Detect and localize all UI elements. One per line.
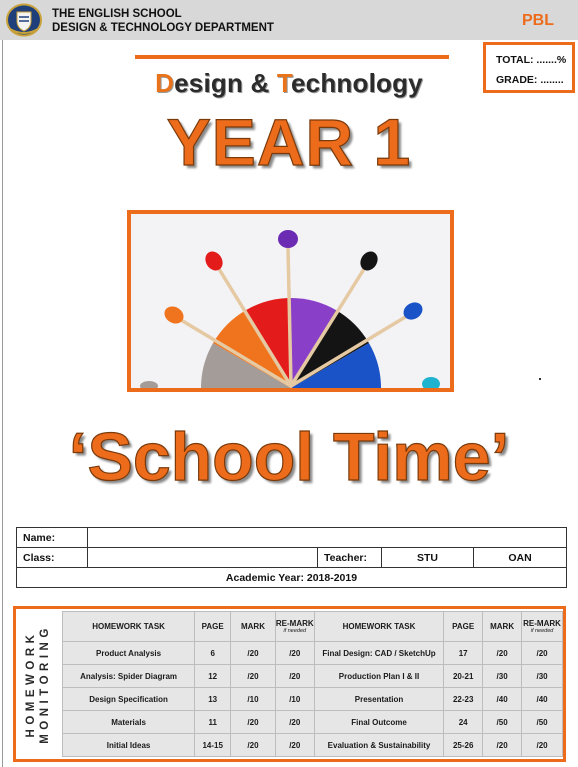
remark-cell: /20 <box>522 734 563 757</box>
page-cell: 24 <box>444 711 483 734</box>
remark-cell: /20 <box>522 642 563 665</box>
name-label: Name: <box>17 528 88 548</box>
subject-letter-t: T <box>276 68 292 98</box>
remark-label: RE-MARK <box>275 619 314 628</box>
school-line-1: THE ENGLISH SCHOOL <box>52 8 182 20</box>
title-rule <box>135 55 449 59</box>
table-row <box>63 642 563 665</box>
page-cell: 22-23 <box>444 688 483 711</box>
cover-photo <box>127 210 454 392</box>
teacher-option-1[interactable]: STU <box>382 548 474 568</box>
subject-part-1: esign & <box>174 68 277 98</box>
project-title: ‘School Time’ <box>68 419 510 495</box>
col-remark-1 <box>275 612 314 642</box>
subject-letter-d: D <box>155 68 175 98</box>
mark-cell: /20 <box>483 734 522 757</box>
mark-cell: /20 <box>483 642 522 665</box>
col-task-2: HOMEWORK TASK <box>314 612 443 642</box>
subject-part-2: echnology <box>291 68 423 98</box>
remark-cell: /20 <box>275 734 314 757</box>
page-cell: 14-15 <box>195 734 231 757</box>
page-cell: 25-26 <box>444 734 483 757</box>
page-cell: 17 <box>444 642 483 665</box>
homework-side-text <box>24 624 52 744</box>
task-cell: Evaluation & Sustainability <box>314 734 443 757</box>
col-page-2: PAGE <box>444 612 483 642</box>
mark-cell: /50 <box>483 711 522 734</box>
mark-cell: /20 <box>231 642 276 665</box>
task-cell: Final Design: CAD / SketchUp <box>314 642 443 665</box>
page-cell: 12 <box>195 665 231 688</box>
grade-field: GRADE: ........ <box>496 74 564 86</box>
task-cell: Materials <box>63 711 195 734</box>
school-line-2: DESIGN & TECHNOLOGY DEPARTMENT <box>52 22 274 34</box>
page-cell: 13 <box>195 688 231 711</box>
task-cell: Production Plan I & II <box>314 665 443 688</box>
remark-cell: /10 <box>275 688 314 711</box>
homework-panel <box>13 606 566 762</box>
mark-cell: /20 <box>231 711 276 734</box>
task-cell: Initial Ideas <box>63 734 195 757</box>
table-row <box>63 711 563 734</box>
table-row <box>63 665 563 688</box>
task-cell: Presentation <box>314 688 443 711</box>
mark-cell: /20 <box>231 665 276 688</box>
total-field: TOTAL: .......% <box>496 54 567 66</box>
table-row <box>63 734 563 757</box>
class-input[interactable] <box>88 548 318 568</box>
teacher-label: Teacher: <box>318 548 382 568</box>
page-cell: 20-21 <box>444 665 483 688</box>
remark-sub: if needed <box>283 628 307 634</box>
academic-year: Academic Year: 2018-2019 <box>17 568 567 588</box>
remark-cell: /20 <box>275 665 314 688</box>
stray-mark <box>539 378 541 380</box>
homework-side-label <box>16 609 60 759</box>
header-bar <box>0 0 578 40</box>
col-task-1: HOMEWORK TASK <box>63 612 195 642</box>
name-input[interactable] <box>88 528 567 548</box>
mark-cell: /20 <box>231 734 276 757</box>
homework-header-row <box>63 612 563 642</box>
table-row <box>63 688 563 711</box>
spoon-fan-illustration <box>131 214 450 388</box>
side-line-1: HOMEWORK <box>25 630 37 738</box>
year-title: YEAR 1 <box>166 105 412 179</box>
task-cell: Analysis: Spider Diagram <box>63 665 195 688</box>
task-cell: Product Analysis <box>63 642 195 665</box>
pbl-badge: PBL <box>522 12 554 29</box>
task-cell: Final Outcome <box>314 711 443 734</box>
school-name <box>52 7 274 35</box>
mark-cell: /40 <box>483 688 522 711</box>
mark-cell: /30 <box>483 665 522 688</box>
class-label: Class: <box>17 548 88 568</box>
col-remark-2 <box>522 612 563 642</box>
side-line-2: MONITORING <box>39 624 51 744</box>
student-info-table <box>16 527 567 588</box>
page-cell: 11 <box>195 711 231 734</box>
name-row <box>17 528 567 548</box>
class-row <box>17 548 567 568</box>
remark-cell: /20 <box>275 711 314 734</box>
academic-year-row <box>17 568 567 588</box>
remark-cell: /20 <box>275 642 314 665</box>
mark-cell: /10 <box>231 688 276 711</box>
teacher-option-2[interactable]: OAN <box>474 548 567 568</box>
remark-label: RE-MARK <box>523 619 561 628</box>
remark-cell: /50 <box>522 711 563 734</box>
remark-cell: /30 <box>522 665 563 688</box>
remark-sub: if needed <box>530 628 554 634</box>
remark-cell: /40 <box>522 688 563 711</box>
page-cell: 6 <box>195 642 231 665</box>
school-crest-icon <box>6 3 42 37</box>
task-cell: Design Specification <box>63 688 195 711</box>
homework-table <box>62 611 563 757</box>
col-mark-2: MARK <box>483 612 522 642</box>
col-page-1: PAGE <box>195 612 231 642</box>
col-mark-1: MARK <box>231 612 276 642</box>
subject-title <box>0 68 578 99</box>
